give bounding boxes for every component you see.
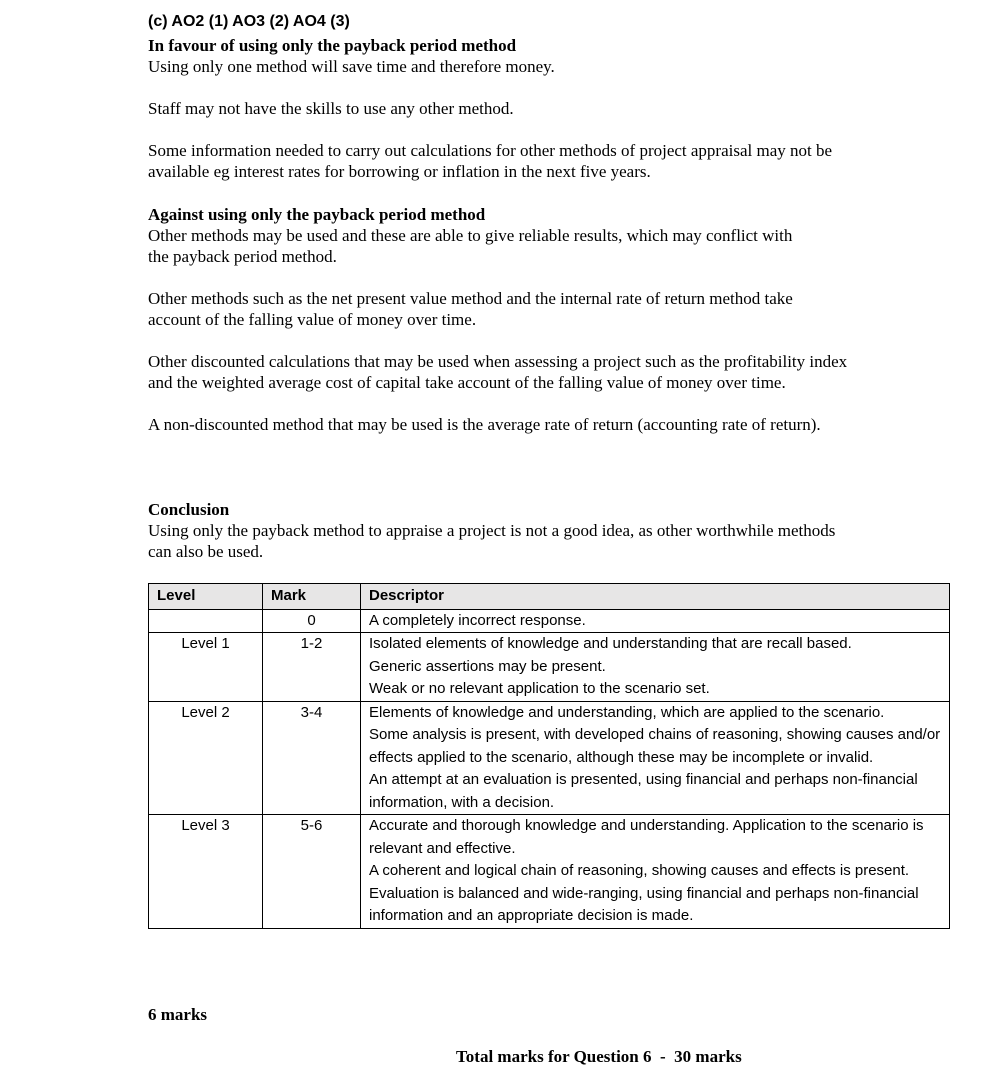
descriptor-line: Generic assertions may be present. — [369, 657, 606, 675]
question-part-label: (c) AO2 (1) AO3 (2) AO4 (3) — [148, 13, 350, 30]
mark-cell: 5-6 — [263, 815, 361, 929]
level-cell — [149, 609, 263, 633]
descriptor-line: Accurate and thorough knowledge and understanding. Application to the scenario is relevant and effective. — [369, 817, 924, 857]
table-row — [149, 701, 950, 815]
descriptor-line: Evaluation is balanced and wide-ranging, using financial and perhaps non-financial information and an appropriate decision is made. — [369, 884, 919, 924]
favour-point: Some information needed to carry out calculations for other methods of project appraisal may not be available eg interest rates for borrowing or inflation in the next five years. — [148, 141, 833, 181]
against-point: Other methods may be used and these are able to give reliable results, which may conflict with the payback period method. — [148, 226, 793, 266]
descriptor-line: Weak or no relevant application to the scenario set. — [369, 680, 710, 697]
conclusion-heading: Conclusion — [148, 500, 230, 519]
mark-cell: 1-2 — [263, 633, 361, 702]
level-cell: Level 3 — [149, 815, 263, 929]
descriptor-line: Some analysis is present, with developed chains of reasoning, showing causes and/or effects applied to the scenario, although these may be incomplete or invalid. — [369, 726, 941, 766]
table-row — [149, 609, 950, 633]
marks-label: 6 marks — [148, 1005, 208, 1024]
against-section — [148, 204, 848, 435]
header-descriptor: Descriptor — [361, 584, 950, 610]
descriptor-line: A coherent and logical chain of reasoning, showing causes and effects is present. — [369, 862, 910, 879]
descriptor-line: Isolated elements of knowledge and understanding that are recall based. — [369, 635, 852, 652]
table-row — [149, 633, 950, 702]
favour-heading: In favour of using only the payback period method — [148, 36, 517, 55]
descriptor-cell — [361, 609, 950, 633]
total-marks: Total marks for Question 6 - 30 marks — [456, 1047, 742, 1066]
against-point: Other discounted calculations that may be used when assessing a project such as the profitability index and the weighted average cost of capital take account of the falling value of money over time. — [148, 352, 848, 392]
descriptor-cell — [361, 633, 950, 702]
favour-point: Staff may not have the skills to use any other method. — [148, 99, 514, 118]
against-heading: Against using only the payback period method — [148, 205, 486, 224]
descriptor-cell — [361, 701, 950, 815]
header-level: Level — [149, 584, 263, 610]
mark-scheme-table — [148, 583, 950, 929]
descriptor-cell — [361, 815, 950, 929]
header-mark: Mark — [263, 584, 361, 610]
descriptor-line: A completely incorrect response. — [369, 611, 586, 629]
level-cell: Level 2 — [149, 701, 263, 815]
favour-section — [148, 35, 868, 182]
mark-cell: 3-4 — [263, 701, 361, 815]
level-cell: Level 1 — [149, 633, 263, 702]
mark-cell: 0 — [263, 609, 361, 633]
table-header-row — [149, 584, 950, 610]
conclusion-section — [148, 499, 838, 562]
against-point: A non-discounted method that may be used is the average rate of return (accounting rate of return). — [148, 415, 821, 434]
descriptor-line: Elements of knowledge and understanding, which are applied to the scenario. — [369, 703, 885, 721]
descriptor-line: An attempt at an evaluation is presented, using financial and perhaps non-financial information, with a decision. — [369, 771, 918, 811]
against-point: Other methods such as the net present value method and the internal rate of return method take account of the falling value of money over time. — [148, 289, 793, 329]
conclusion-text: Using only the payback method to appraise a project is not a good idea, as other worthwhile methods can also be used. — [148, 521, 836, 561]
favour-point: Using only one method will save time and therefore money. — [148, 57, 555, 76]
table-row — [149, 815, 950, 929]
